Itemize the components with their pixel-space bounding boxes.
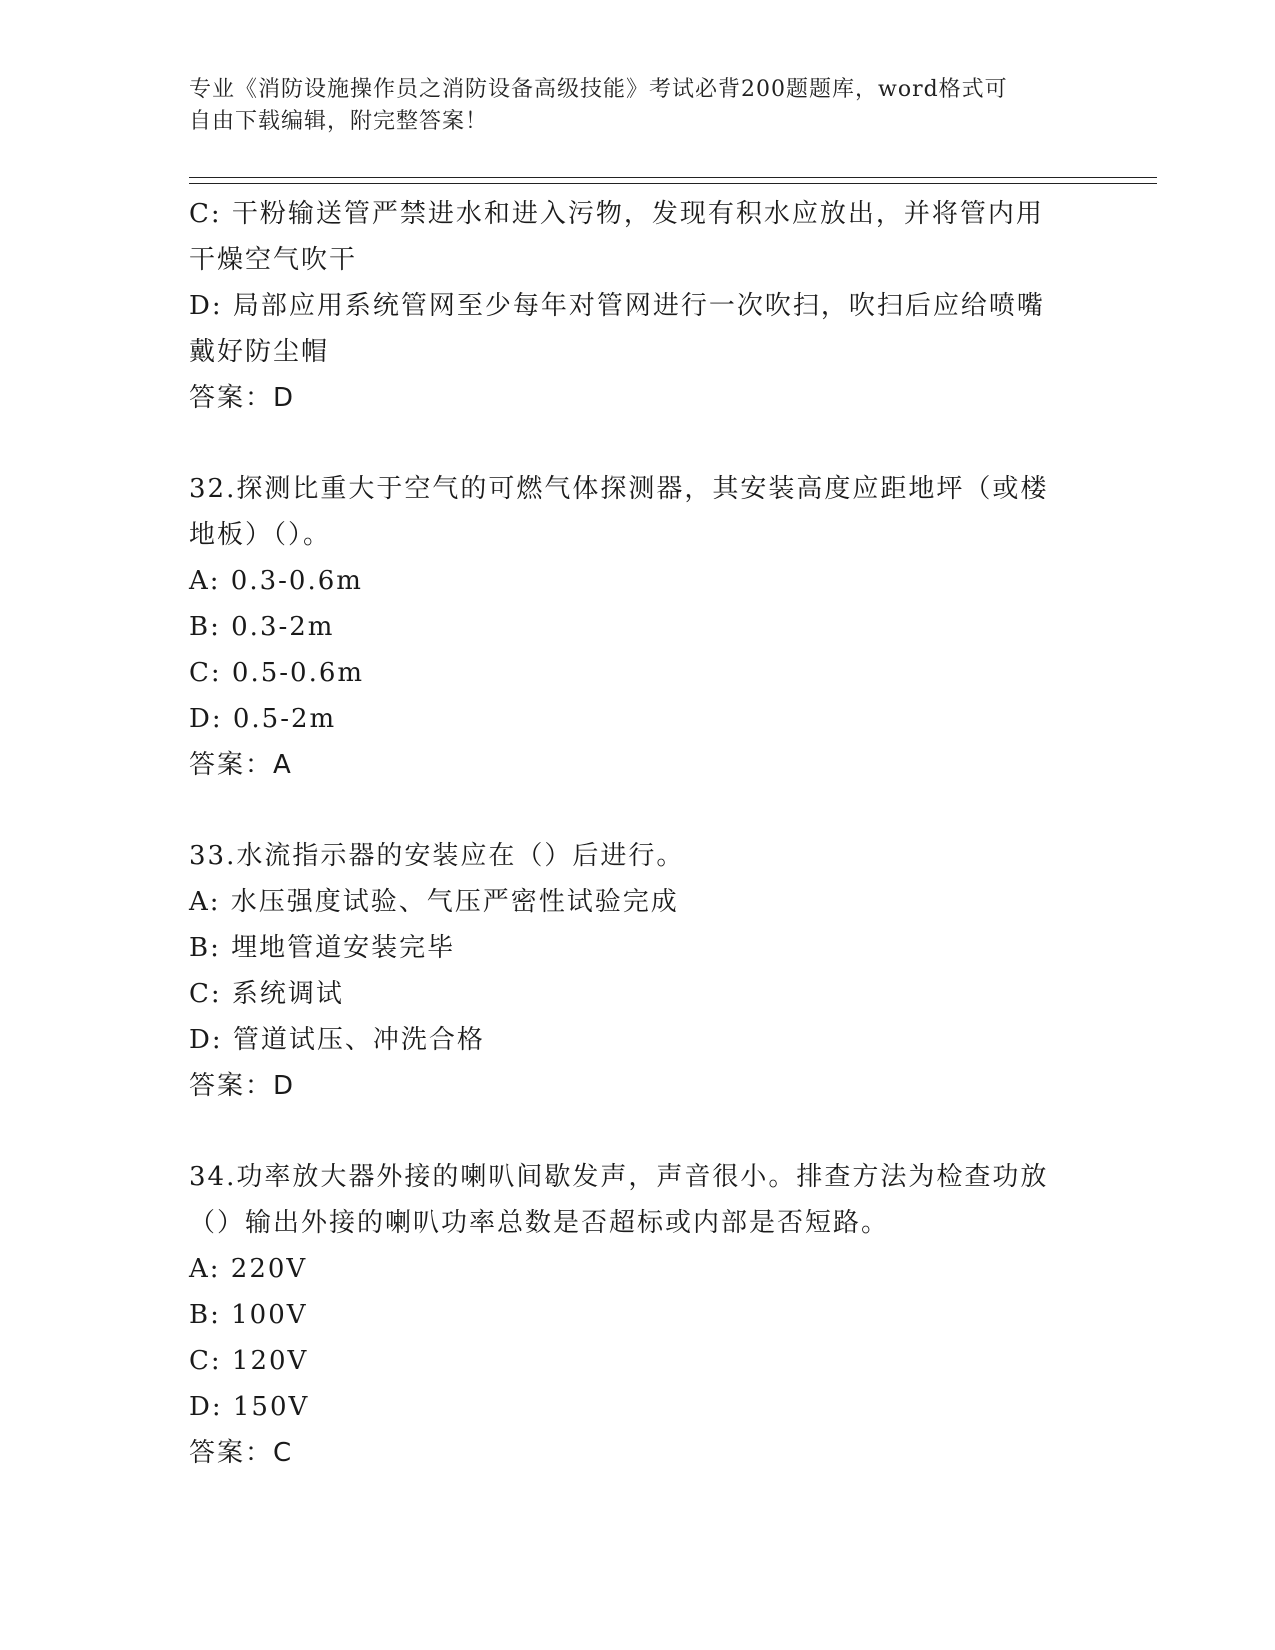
answer: 答案：D — [189, 383, 296, 413]
question-stem-continued: 地板）（）。 — [189, 520, 332, 550]
option-c-continued: 干燥空气吹干 — [189, 245, 358, 275]
option-d: D: 局部应用系统管网至少每年对管网进行一次吹扫，吹扫后应给喷嘴 — [189, 291, 1045, 321]
header-line: 专业《消防设施操作员之消防设备高级技能》考试必背200题题库，word格式可 — [189, 77, 1008, 102]
option-c: C: 0.5-0.6m — [189, 658, 365, 688]
question-stem: 33.水流指示器的安装应在（）后进行。 — [189, 841, 685, 871]
option-b: B: 100V — [189, 1300, 308, 1330]
answer: 答案：A — [189, 750, 293, 780]
header-divider — [189, 177, 1157, 178]
option-d-continued: 戴好防尘帽 — [189, 337, 330, 367]
question-32 — [189, 466, 1089, 788]
document-header — [189, 74, 1069, 138]
option-d: D: 管道试压、冲洗合格 — [189, 1025, 485, 1055]
option-a: A: 220V — [189, 1254, 308, 1284]
option-c: C: 120V — [189, 1346, 309, 1376]
question-stem-continued: （）输出外接的喇叭功率总数是否超标或内部是否短路。 — [189, 1208, 890, 1238]
option-c: C: 干粉输送管严禁进水和进入污物，发现有积水应放出，并将管内用 — [189, 199, 1044, 229]
option-d: D: 0.5-2m — [189, 704, 337, 734]
header-divider — [189, 183, 1157, 184]
question-33 — [189, 833, 1089, 1109]
answer: 答案：D — [189, 1071, 296, 1101]
question-34 — [189, 1154, 1089, 1476]
question-stem: 34.功率放大器外接的喇叭间歇发声，声音很小。排查方法为检查功放 — [189, 1162, 1049, 1192]
option-b: B: 0.3-2m — [189, 612, 335, 642]
option-a: A: 水压强度试验、气压严密性试验完成 — [189, 887, 679, 917]
option-b: B: 埋地管道安装完毕 — [189, 933, 456, 963]
header-line: 自由下载编辑，附完整答案！ — [189, 109, 489, 134]
option-c: C: 系统调试 — [189, 979, 344, 1009]
question-list — [189, 191, 1089, 1476]
question-31-tail — [189, 191, 1089, 421]
option-d: D: 150V — [189, 1392, 310, 1422]
answer: 答案：C — [189, 1438, 294, 1468]
option-a: A: 0.3-0.6m — [189, 566, 363, 596]
question-stem: 32.探测比重大于空气的可燃气体探测器，其安装高度应距地坪（或楼 — [189, 474, 1049, 504]
